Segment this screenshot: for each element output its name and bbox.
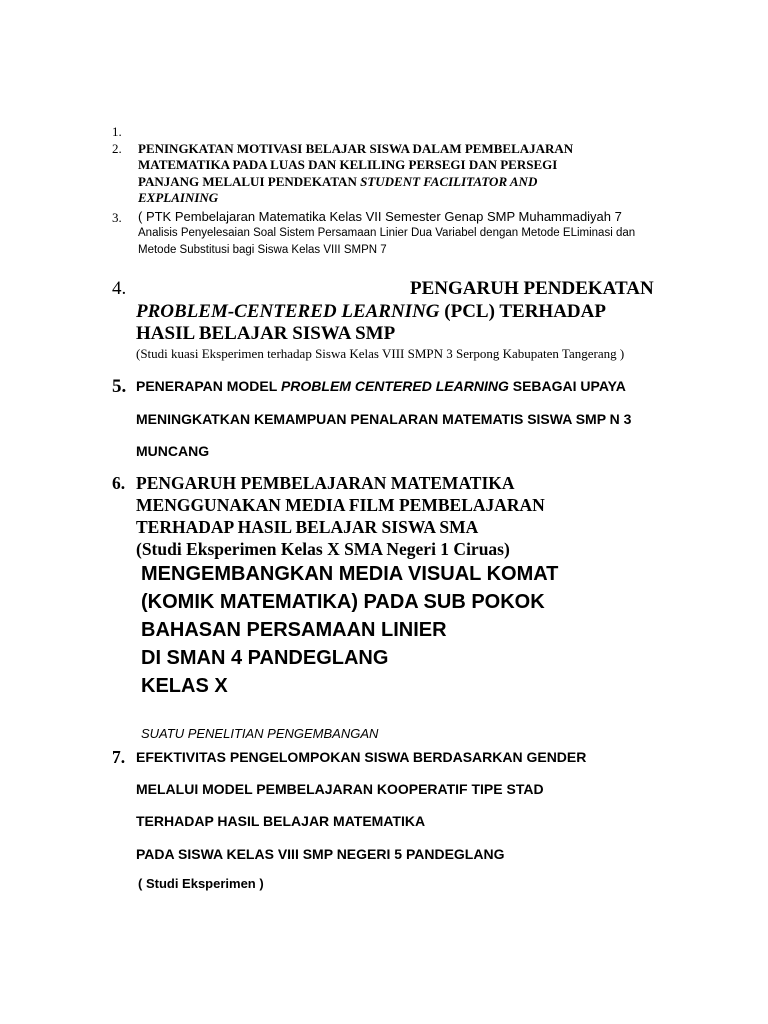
title-4-subtitle: (Studi kuasi Eksperimen terhadap Siswa Kelas VIII SMPN 3 Serpong Kabupaten Tangerang ) (136, 346, 625, 361)
title-6b-line-1: MENGEMBANGKAN MEDIA VISUAL KOMAT (141, 563, 559, 585)
title-5-line-3: MUNCANG (136, 443, 210, 459)
title-5-line-1-c: SEBAGAI UPAYA (508, 378, 626, 394)
title-6-line-1: PENGARUH PEMBELAJARAN MATEMATIKA (136, 473, 515, 493)
title-7-line-2: MELALUI MODEL PEMBELAJARAN KOOPERATIF TIPE STAD (136, 781, 544, 797)
title-7-line-1: EFEKTIVITAS PENGELOMPOKAN SISWA BERDASARKAN GENDER (136, 749, 587, 765)
list-number-2: 2. (112, 141, 122, 156)
title-6-subtitle: (Studi Eksperimen Kelas X SMA Negeri 1 Ciruas) (136, 539, 510, 559)
title-5-line-1-a: PENERAPAN MODEL (136, 378, 281, 394)
title-7-subtitle: ( Studi Eksperimen ) (138, 876, 264, 891)
title-2-line-3-italic: STUDENT FACILITATOR AND (360, 174, 538, 189)
title-6b-line-5: KELAS X (141, 675, 228, 697)
title-2-line-1: PENINGKATAN MOTIVASI BELAJAR SISWA DALAM PEMBELAJARAN (138, 141, 574, 156)
title-2-line-3-text: PANJANG MELALUI PENDEKATAN (138, 174, 361, 189)
title-5-line-1-italic: PROBLEM CENTERED LEARNING (280, 378, 509, 394)
title-6-line-2: MENGGUNAKAN MEDIA FILM PEMBELAJARAN (136, 495, 545, 515)
title-6b-subtitle: SUATU PENELITIAN PENGEMBANGAN (141, 726, 379, 741)
title-4-line-2-text: (PCL) TERHADAP (439, 301, 606, 322)
title-6b-line-4: DI SMAN 4 PANDEGLANG (141, 647, 389, 669)
list-number-3: 3. (112, 210, 122, 225)
list-number-7: 7. (112, 747, 126, 767)
title-7-line-4: PADA SISWA KELAS VIII SMP NEGERI 5 PANDEGLANG (136, 846, 505, 862)
title-5-line-1 (136, 378, 626, 394)
title-7-line-3: TERHADAP HASIL BELAJAR MATEMATIKA (136, 813, 426, 829)
title-2-line-4: EXPLAINING (138, 190, 219, 205)
list-number-5: 5. (112, 376, 127, 397)
list-number-1: 1. (112, 124, 122, 139)
list-number-6: 6. (112, 473, 126, 493)
title-4-line-3: HASIL BELAJAR SISWA SMP (136, 323, 396, 344)
title-3-line-1: ( PTK Pembelajaran Matematika Kelas VII Semester Genap SMP Muhammadiyah 7 (138, 209, 622, 224)
title-6b-line-3: BAHASAN PERSAMAAN LINIER (141, 619, 447, 641)
title-5-line-2: MENINGKATKAN KEMAMPUAN PENALARAN MATEMATIS SISWA SMP N 3 (136, 411, 632, 427)
title-6-line-3: TERHADAP HASIL BELAJAR SISWA SMA (136, 517, 479, 537)
title-2-line-3 (138, 174, 537, 190)
title-4-line-2 (136, 301, 606, 323)
title-4-line-1: PENGARUH PENDEKATAN (410, 278, 654, 299)
title-6b-line-2: (KOMIK MATEMATIKA) PADA SUB POKOK (141, 591, 545, 613)
title-2-line-2: MATEMATIKA PADA LUAS DAN KELILING PERSEGI DAN PERSEGI (138, 157, 558, 172)
title-3-line-3: Metode Substitusi bagi Siswa Kelas VIII SMPN 7 (138, 244, 387, 256)
title-4-line-2-italic: PROBLEM-CENTERED LEARNING (136, 301, 440, 322)
title-3-line-2: Analisis Penyelesaian Soal Sistem Persamaan Linier Dua Variabel dengan Metode ELiminasi dan (138, 227, 636, 239)
list-number-4: 4. (112, 278, 127, 299)
